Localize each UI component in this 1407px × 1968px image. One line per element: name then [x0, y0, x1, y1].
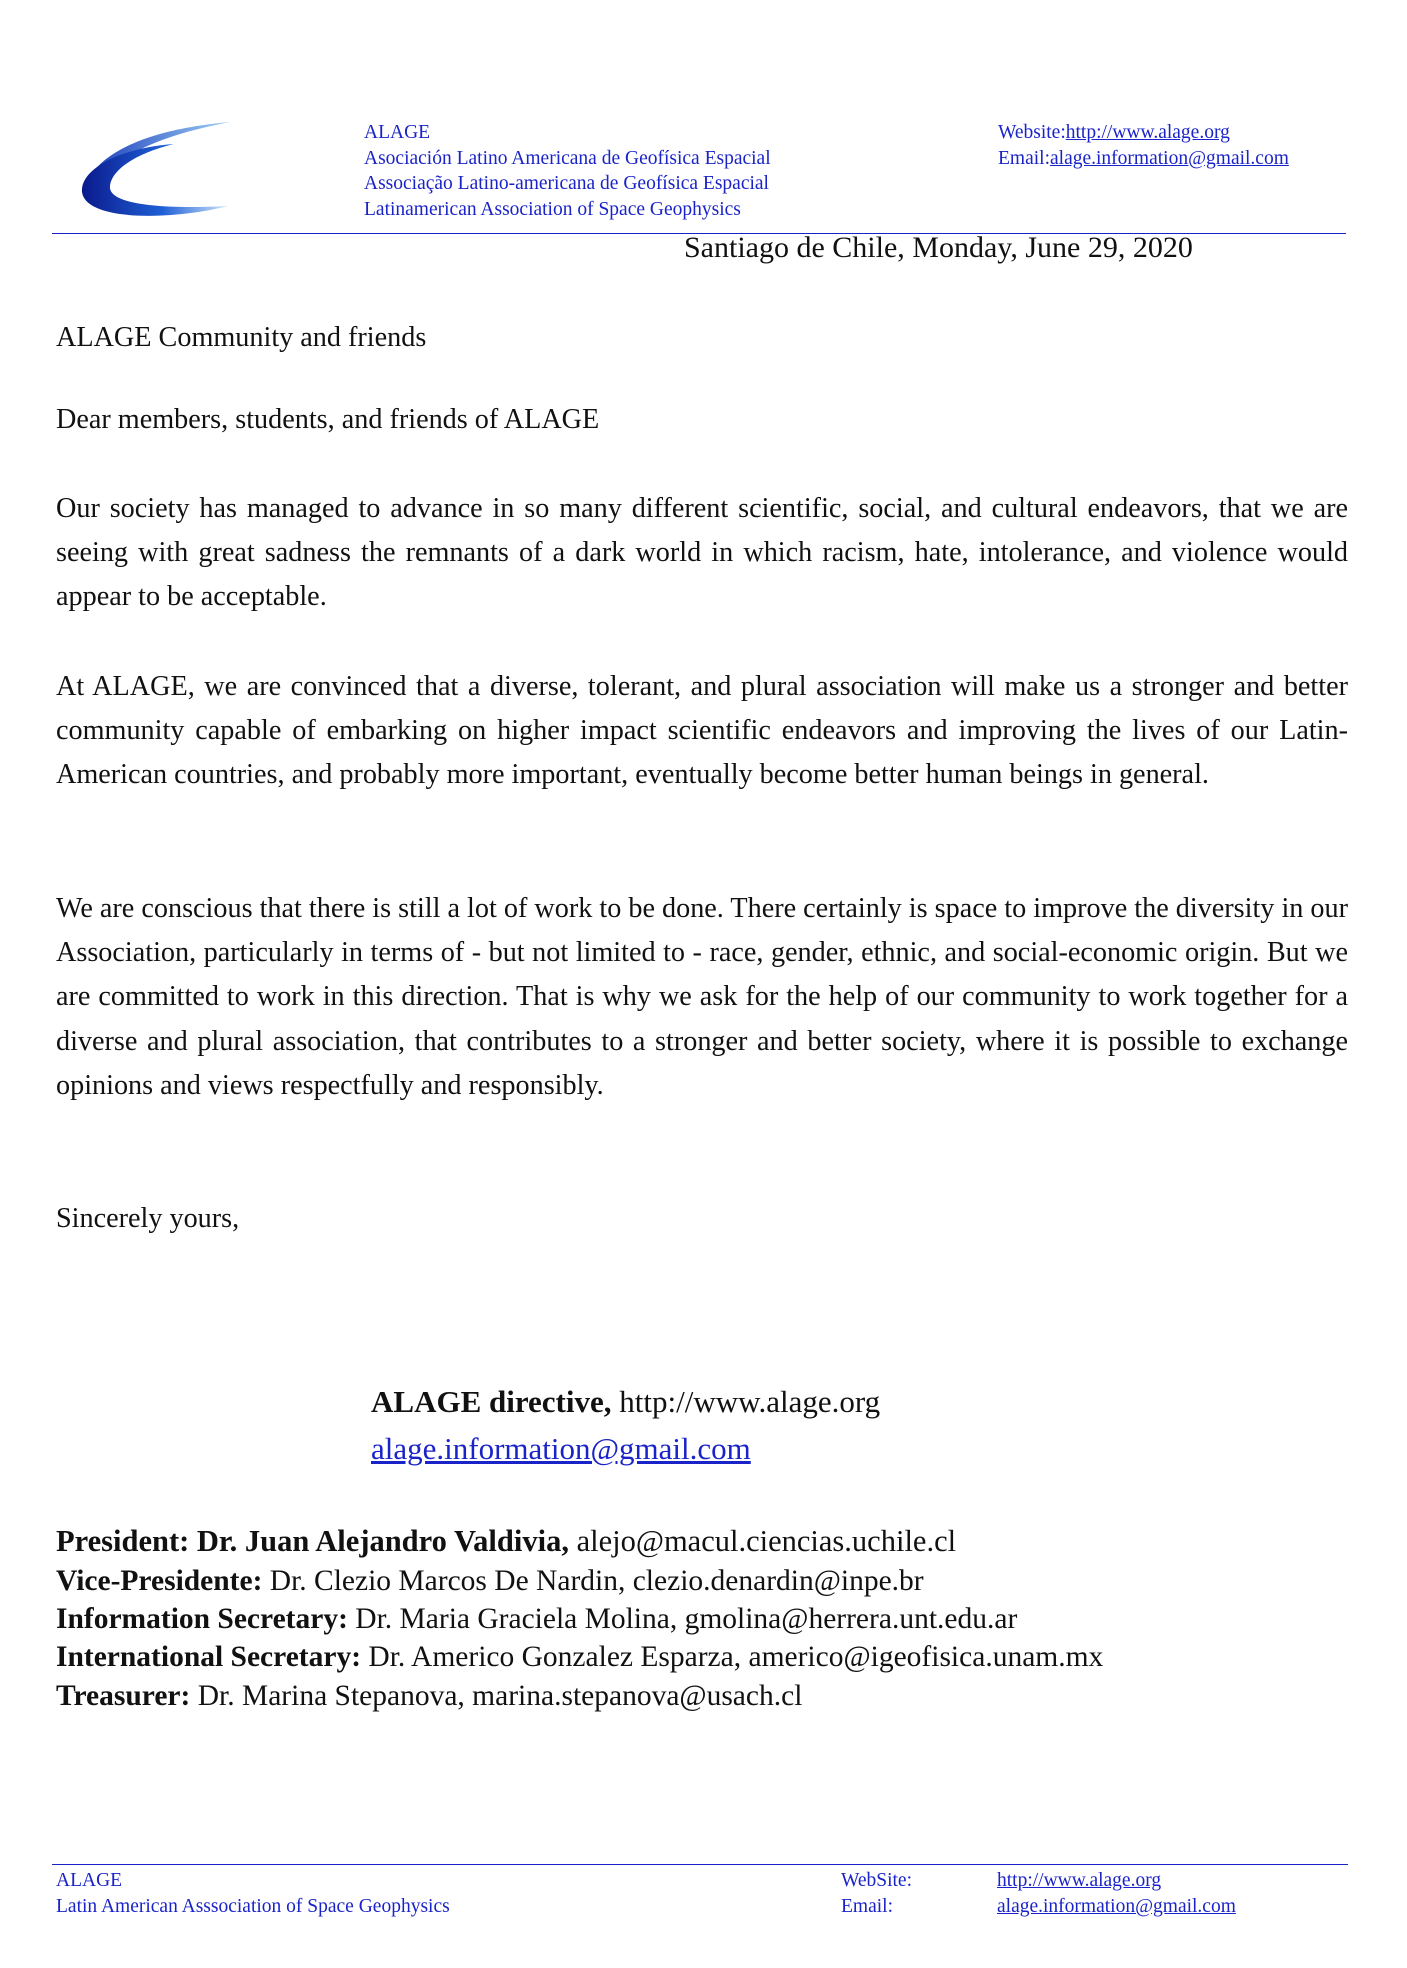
footer-organization	[56, 1868, 450, 1920]
officer-treasurer	[56, 1677, 1103, 1715]
alage-logo	[78, 118, 248, 218]
footer-email-label: Email:	[841, 1896, 893, 1917]
footer-org-short: ALAGE	[56, 1870, 123, 1891]
officer-details: Dr. Maria Graciela Molina, gmolina@herrera.unt.edu.ar	[355, 1603, 1018, 1636]
header-website-row	[998, 120, 1289, 146]
directive-line	[371, 1378, 880, 1425]
header-email-link[interactable]: alage.information@gmail.com	[1050, 147, 1289, 169]
org-name-spanish: Asociación Latino Americana de Geofísica Espacial	[364, 147, 771, 169]
footer-email-link[interactable]: alage.information@gmail.com	[997, 1896, 1236, 1917]
officer-vice-president	[56, 1562, 1103, 1600]
officer-details: alejo@macul.ciencias.uchile.cl	[576, 1524, 957, 1558]
footer-email-row	[997, 1894, 1236, 1920]
officers-list	[56, 1520, 1103, 1715]
footer-org-full: Latin American Asssociation of Space Geophysics	[56, 1896, 450, 1917]
officer-role: Information Secretary:	[56, 1603, 348, 1636]
alage-logo-swoosh-icon	[78, 118, 248, 218]
signature-email-row	[371, 1425, 880, 1472]
signature-email-link[interactable]: alage.information@gmail.com	[371, 1431, 751, 1466]
officer-details: Dr. Americo Gonzalez Esparza, americo@igeofisica.unam.mx	[368, 1641, 1104, 1674]
officer-role: International Secretary:	[56, 1641, 362, 1674]
officer-information-secretary	[56, 1600, 1103, 1638]
officer-details: Dr. Clezio Marcos De Nardin, clezio.denardin@inpe.br	[269, 1565, 924, 1597]
header-email-label: Email:	[998, 147, 1050, 169]
officer-international-secretary	[56, 1638, 1103, 1676]
header-website-label: Website:	[998, 122, 1066, 143]
directive-label: ALAGE directive,	[371, 1384, 612, 1419]
logo-text: ALAGE	[138, 163, 222, 190]
org-name-english: Latinamerican Association of Space Geophysics	[364, 198, 741, 220]
organization-names	[364, 120, 771, 222]
directive-url: http://www.alage.org	[619, 1384, 881, 1419]
header-email-row	[998, 146, 1289, 172]
footer-links	[997, 1868, 1236, 1920]
officer-role: Treasurer:	[56, 1679, 191, 1712]
header-website-link[interactable]: http://www.alage.org	[1065, 122, 1230, 143]
paragraph-1: Our society has managed to advance in so many different scientific, social, and cultural endeavors, that we are seeing with great sadness the remnants of a dark world in which racism, hate, intolerance, and violence would appear to be acceptable.	[56, 493, 1348, 613]
footer-website-label: WebSite:	[841, 1870, 913, 1891]
footer-labels	[841, 1868, 912, 1920]
paragraph-3: We are conscious that there is still a lot of work to be done. There certainly is space to improve the diversity in our Association, particularly in terms of - but not limited to - race, gender, ethnic, and social-economic origin. But we are committed to work in this direction. That is why we ask for the help of our community to work together for a diverse and plural association, that contributes to a stronger and better society, where it is possible to exchange opinions and views respectfully and responsibly.	[56, 893, 1348, 1101]
signature-block	[371, 1378, 880, 1472]
salutation-community: ALAGE Community and friends	[56, 322, 427, 353]
org-acronym: ALAGE	[364, 122, 431, 143]
org-name-portuguese: Associação Latino-americana de Geofísica Espacial	[364, 173, 769, 195]
header-contact	[998, 120, 1289, 171]
footer-divider	[52, 1864, 1348, 1865]
footer-website-row	[997, 1868, 1236, 1894]
closing: Sincerely yours,	[56, 1203, 240, 1234]
salutation-members: Dear members, students, and friends of ALAGE	[56, 404, 600, 435]
officer-details: Dr. Marina Stepanova, marina.stepanova@usach.cl	[197, 1679, 803, 1712]
letter-date: Santiago de Chile, Monday, June 29, 2020	[684, 231, 1193, 264]
officer-role: President: Dr. Juan Alejandro Valdivia,	[56, 1524, 569, 1558]
officer-president	[56, 1520, 1103, 1562]
paragraph-2: At ALAGE, we are convinced that a diverse, tolerant, and plural association will make us a stronger and better community capable of embarking on higher impact scientific endeavors and improving the lives of our Latin-American countries, and probably more important, eventually become better human beings in general.	[56, 671, 1348, 791]
footer-website-link[interactable]: http://www.alage.org	[997, 1870, 1162, 1891]
officer-role: Vice-Presidente:	[56, 1565, 263, 1597]
